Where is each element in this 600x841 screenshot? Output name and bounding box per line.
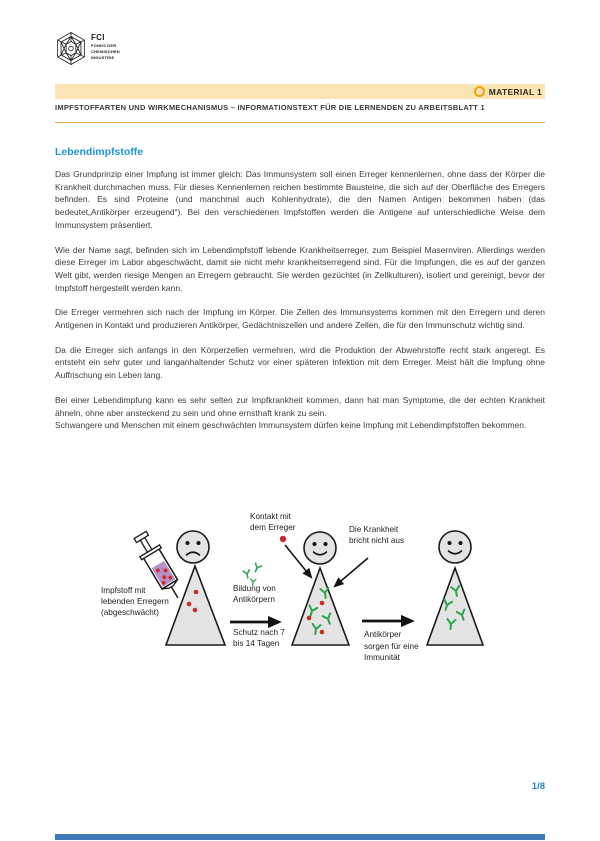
material-label: MATERIAL 1 [488,86,542,97]
footer-bar [55,834,545,840]
pathogen-dot [280,536,286,542]
label-no-outbreak: Die Krankheit bricht nicht aus [349,525,405,545]
logo-line: CHEMISCHEN [91,49,120,54]
figure-sick-person [166,531,225,645]
paragraph: Wie der Name sagt, befinden sich im Lebendimpfstoff lebende Krankheitserreger, zum Beispiel Masernviren. Allerdings werden diese Erreger im Labor abgeschwächt, damit sie nicht mehr krankheitserregend sind. Für die Impfungen, die es auf der ganzen Welt gibt, werden riesige Mengen an Erregern gebraucht. Sie werden gezüchtet (in Zellkulturen), isoliert und gereinigt, bevor der Impfstoff hergestellt werden kann. [55,244,545,293]
fci-emblem-icon [55,30,87,67]
fci-logo [55,30,120,67]
arrow-no-outbreak [335,558,368,586]
paragraph: Die Erreger vermehren sich nach der Impfung im Körper. Die Zellen des Immunsystems kommen mit den Erregern und deren Antigenen in Kontakt und produzieren Antikörper, Gedächtniszellen und andere Zellen, die für den Immunschutz wichtig sind. [55,307,545,331]
diagram-graphic [55,505,545,740]
label-contact: Kontakt mit dem Erreger [250,512,296,532]
label-vaccine: Impfstoff mit lebenden Erregern (abgeschwächt) [101,586,169,617]
paragraph: Da die Erreger sich anfangs in den Körperzellen vermehren, wird die Produktion der Abwehrstoffe recht stark angeregt. Es entsteht ein sehr guter und langanhaltender Schutz vor einer späteren Infektion mit dem Erreger. Meist hält die Impfung ohne Auffrischung ein Leben lang. [55,344,545,381]
paragraph: Bei einer Lebendimpfung kann es sehr selten zur Impfkrankheit kommen, dann hat man Symptome, die der echten Krankheit ähneln, ohne aber ansteckend zu sein und ohne ernsthaft krank zu sein. [55,394,545,418]
title-divider [55,122,545,123]
figure-immune-person [427,531,483,645]
label-protection: Schutz nach 7 bis 14 Tagen [233,628,285,648]
logo-line: FONDS DER [91,43,117,48]
material-banner [55,84,545,99]
vaccination-diagram [55,505,545,740]
label-antibody-formation: Bildung von Antikörpern [233,584,276,604]
body-text [55,168,545,432]
document-title: IMPFSTOFFARTEN UND WIRKMECHANISMUS – INFORMATIONSTEXT FÜR DIE LERNENDEN ZU ARBEITSBLATT 1 [55,103,485,112]
page-number: 1/8 [531,781,545,792]
figure-vaccinated-person [292,532,349,645]
paragraph: Schwangere und Menschen mit einem geschwächten Immunsystem dürfen keine Impfung mit Lebendimpfstoffen bekommen. [55,420,527,431]
paragraph: Das Grundprinzip einer Impfung ist immer gleich: Das Immunsystem soll einen Erreger kennenlernen, ohne dass der Körper die Krankheit durchmachen muss. Für dieses Kennenlernen reichen bestimmte Bausteine, die sich auf der Oberfläche des Erregers befinden. Es sind Proteine (und manchmal auch Kohlenhydrate), die den Namen Antigen bekommen haben (das bedeutet„Antikörper erzeugend“). Bei den verschiedenen Impfstoffen werden die Antigene auf unterschiedliche Weise dem Immunsystem präsentiert. [55,169,545,230]
label-immunity: Antikörper sorgen für eine Immunität [364,630,419,662]
material-ring-icon [474,86,485,97]
logo-name: FCI [91,33,105,42]
section-heading: Lebendimpfstoffe [55,146,144,158]
logo-line: INDUSTRIE [91,55,115,60]
